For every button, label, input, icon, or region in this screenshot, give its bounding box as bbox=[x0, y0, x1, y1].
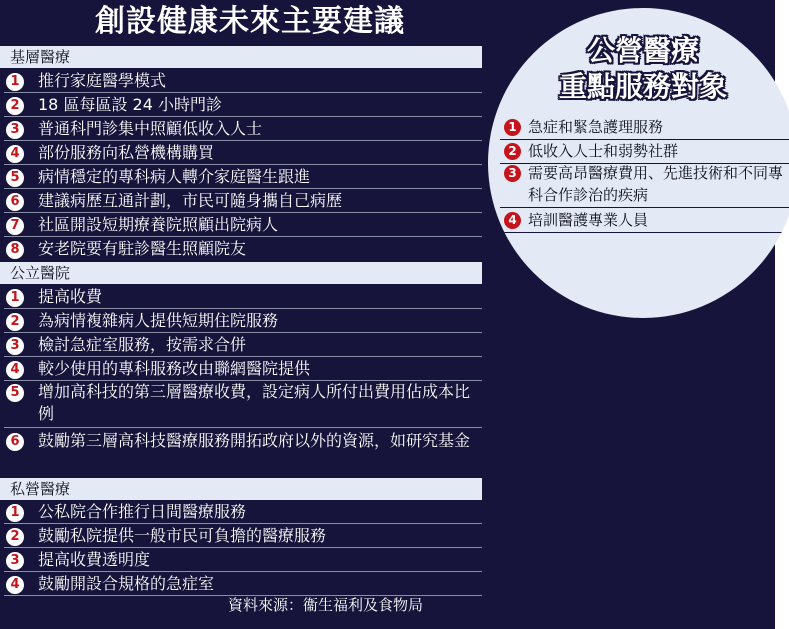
item-text: 需要高昂醫療費用、先進技術和不同專科合作診治的疾病 bbox=[528, 164, 784, 204]
list-item bbox=[4, 286, 482, 309]
item-text: 提高收費透明度 bbox=[38, 550, 151, 569]
list-item bbox=[4, 214, 482, 237]
circle-item bbox=[500, 162, 789, 206]
number-badge: 8 bbox=[6, 241, 24, 259]
section-header-primary-care: 基層醫療 bbox=[0, 46, 482, 68]
item-text: 提高收費 bbox=[38, 287, 103, 306]
item-text: 鼓勵第三層高科技醫療服務開拓政府以外的資源，如研究基金 bbox=[38, 431, 471, 450]
item-text: 急症和緊急護理服務 bbox=[528, 118, 664, 136]
number-badge: 2 bbox=[6, 313, 24, 331]
section-header-private-care: 私營醫療 bbox=[0, 478, 482, 500]
circle-item bbox=[500, 140, 789, 162]
list-item bbox=[4, 381, 482, 428]
number-badge: 5 bbox=[6, 169, 24, 187]
circle-title-line2: 重點服務對象 bbox=[558, 70, 727, 103]
number-badge: 4 bbox=[6, 361, 24, 379]
number-badge: 3 bbox=[504, 165, 521, 182]
item-text: 鼓勵私院提供一般市民可負擔的醫療服務 bbox=[38, 526, 327, 545]
list-item bbox=[4, 358, 482, 381]
item-text: 較少使用的專科服務改由聯網醫院提供 bbox=[38, 359, 311, 378]
list-item bbox=[4, 573, 482, 596]
list-item bbox=[4, 190, 482, 213]
item-text: 為病情複雜病人提供短期住院服務 bbox=[38, 311, 279, 330]
item-text: 公私院合作推行日間醫療服務 bbox=[38, 502, 247, 521]
circle-item bbox=[500, 116, 789, 138]
number-badge: 5 bbox=[6, 384, 24, 402]
list-item bbox=[4, 310, 482, 333]
divider bbox=[500, 207, 789, 208]
number-badge: 1 bbox=[6, 73, 24, 91]
number-badge: 2 bbox=[6, 97, 24, 115]
item-text: 低收入人士和弱勢社群 bbox=[528, 142, 679, 160]
list-item bbox=[4, 549, 482, 572]
item-text: 建議病歷互通計劃，市民可隨身攜自己病歷 bbox=[38, 191, 343, 210]
item-text: 病情穩定的專科病人轉介家庭醫生跟進 bbox=[38, 167, 311, 186]
divider bbox=[500, 232, 789, 233]
list-item bbox=[4, 70, 482, 93]
circle-title-line1: 公營醫療 bbox=[586, 34, 699, 67]
number-badge: 3 bbox=[6, 552, 24, 570]
number-badge: 3 bbox=[6, 337, 24, 355]
item-text: 鼓勵開設合規格的急症室 bbox=[38, 574, 215, 593]
item-text: 推行家庭醫學模式 bbox=[38, 71, 167, 90]
item-text: 增加高科技的第三層醫療收費，設定病人所付出費用佔成本比例 bbox=[38, 382, 471, 423]
number-badge: 6 bbox=[6, 193, 24, 211]
list-item bbox=[4, 118, 482, 141]
item-text: 培訓醫護專業人員 bbox=[528, 211, 649, 229]
item-text: 社區開設短期療養院照顧出院病人 bbox=[38, 215, 279, 234]
circle-item bbox=[500, 209, 789, 231]
item-text: 檢討急症室服務，按需求合併 bbox=[38, 335, 247, 354]
list-item bbox=[4, 430, 482, 476]
source-note: 資料來源：衞生福利及食物局 bbox=[228, 596, 424, 614]
item-text: 18 區每區設 24 小時門診 bbox=[38, 95, 222, 114]
number-badge: 2 bbox=[504, 143, 521, 160]
list-item bbox=[4, 238, 482, 260]
list-item bbox=[4, 94, 482, 117]
item-text: 普通科門診集中照顧低收入人士 bbox=[38, 119, 263, 138]
list-item bbox=[4, 166, 482, 189]
list-item bbox=[4, 501, 482, 524]
number-badge: 4 bbox=[504, 212, 521, 229]
list-item bbox=[4, 334, 482, 357]
number-badge: 6 bbox=[6, 433, 24, 451]
item-text: 安老院要有駐診醫生照顧院友 bbox=[38, 239, 247, 258]
number-badge: 7 bbox=[6, 217, 24, 235]
focus-circle bbox=[488, 8, 789, 318]
number-badge: 3 bbox=[6, 121, 24, 139]
list-item bbox=[4, 525, 482, 548]
number-badge: 2 bbox=[6, 528, 24, 546]
number-badge: 1 bbox=[6, 504, 24, 522]
list-item bbox=[4, 142, 482, 165]
number-badge: 1 bbox=[6, 289, 24, 307]
section-header-public-hospitals: 公立醫院 bbox=[0, 262, 482, 284]
number-badge: 4 bbox=[6, 145, 24, 163]
number-badge: 4 bbox=[6, 576, 24, 594]
item-text: 部份服務向私營機構購買 bbox=[38, 143, 215, 162]
main-title: 創設健康未來主要建議 bbox=[95, 4, 405, 39]
number-badge: 1 bbox=[504, 119, 521, 136]
